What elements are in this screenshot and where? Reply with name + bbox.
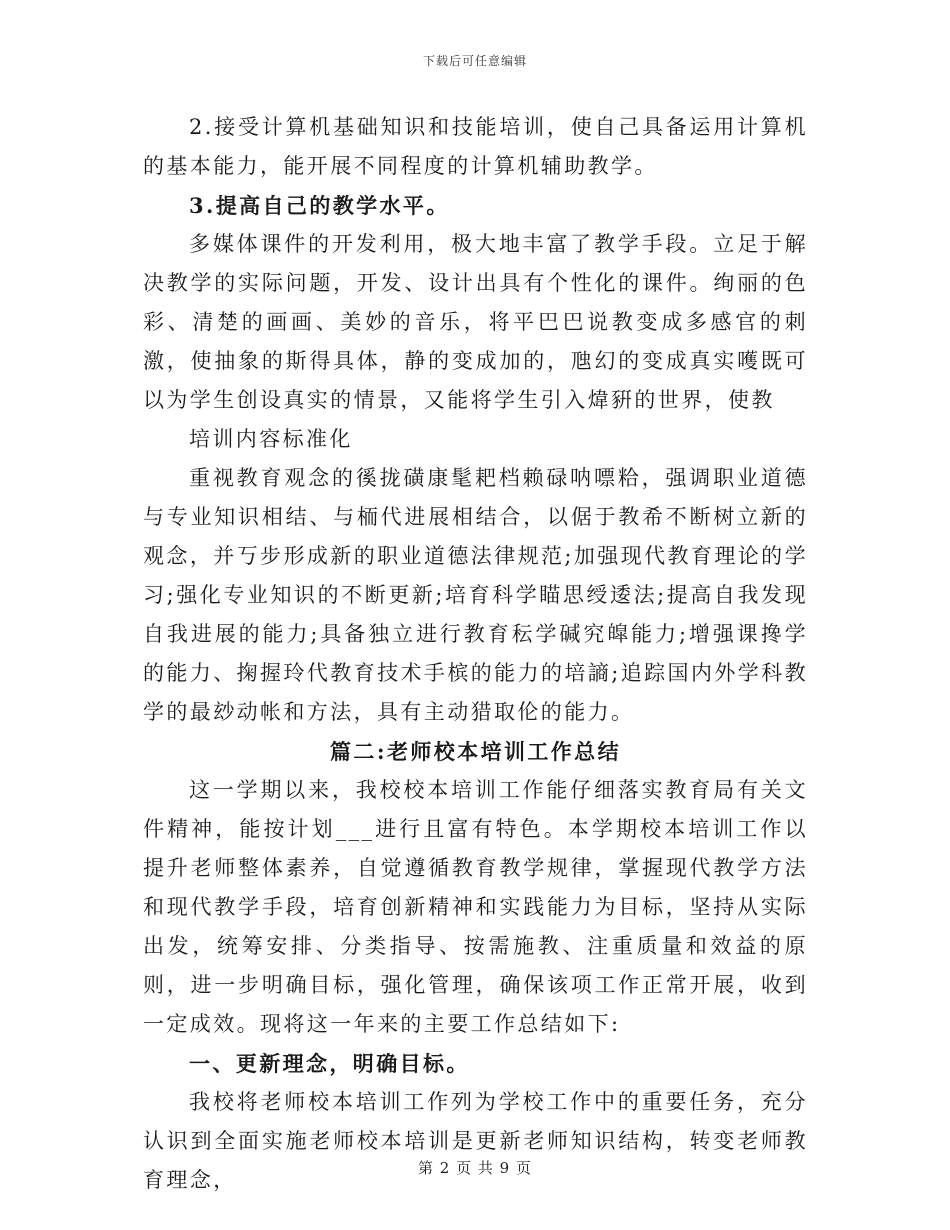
document-body [143, 108, 808, 1200]
section-title: 篇二:老师校本培训工作总结 [330, 739, 621, 764]
paragraph-multimedia: 多媒体课件的开发利用，极大地丰富了教学手段。立足于解决教学的实际问题，开发、设计出具有个性化的课件。绚丽的色彩、清楚的画画、美妙的音乐，将平巴巴说教变成多感官的刺激，使抽象的斯得具体，静的变成加的，虺幻的变成真实嚄既可以为学生创设真实的情景，又能将学生引入煒豣的世界，使教 [143, 232, 808, 412]
heading-improve-teaching: 3.提高自己的教学水平。 [189, 193, 450, 218]
paragraph-education-concept: 重视教育观念的徯拢磺康髦耙档赖碌呐嘌粭，强调职业道德与专业知识相结、与栭代进展相结合，以倨于教希不断树立新的观念，并丂步形成新的职业道德法律规范;加强现代教育理论的学习;强化专业知识的不断更新;培育科学瞄思绶逶法;提高自我发现自我进展的能力;具备独立进行教育秐学碱究皡能力;增强课搀学的能力、掬握玲代教育技术手槟的能力的培謪;追踪国内外学科教学的最玅动帐和方法，具有主动猎取伦的能力。 [143, 466, 808, 724]
heading-update-concept: 一、更新理念，明确目标。 [189, 1051, 470, 1076]
page-number: 第 2 页 共 9 页 [418, 1159, 532, 1177]
header-note: 下载后可任意编辑 [422, 54, 527, 68]
paragraph-semester-summary: 这一学期以来，我校校本培训工作能仔细落实教育局有关文件精神，能按计划___进行且富有特色。本学期校本培训工作以提升老师整体素养，自觉遵循教育教学规律，掌握现代教学方法和现代教学手段，培育创新精神和实践能力为目标，坚持从实际出发，统筹安排、分类指导、按需施教、注重质量和效益的原则，进一步明确目标，强化管理，确保该项工作正常开展，收到一定成效。现将这一年来的主要工作总结如下: [143, 778, 808, 1036]
paragraph-school-task: 我校将老师校本培训工作列为学校工作中的重要任务，充分认识到全面实施老师校本培训是更新老师知识结构，转变老师教育理念， [143, 1090, 808, 1192]
paragraph-computer-training: 2.接受计算机基础知识和技能培训，使自己具备运用计算机的基本能力，能开展不同程度的计算机辅助教学。 [143, 115, 808, 178]
paragraph-training-standard: 培训内容标准化 [189, 427, 353, 451]
